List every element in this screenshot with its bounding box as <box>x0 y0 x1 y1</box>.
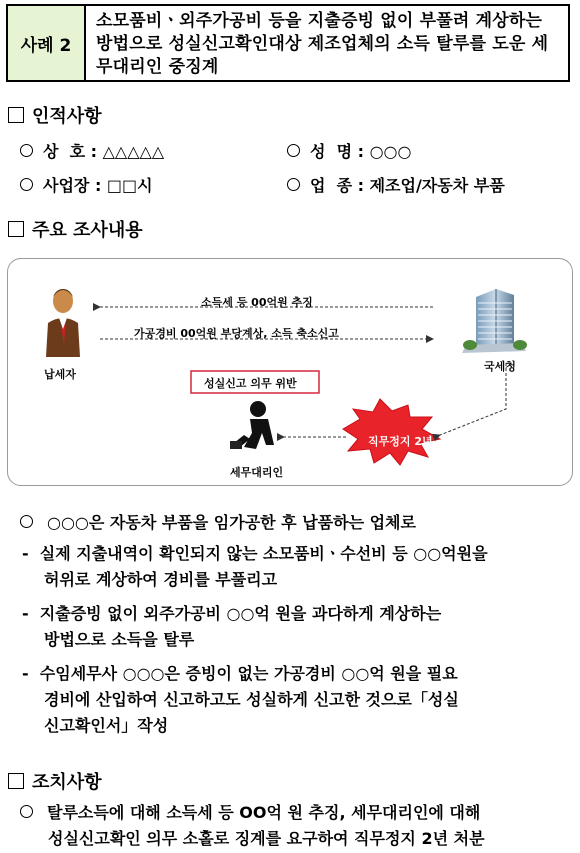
name-row <box>287 139 411 162</box>
arrow-top-label: 소득세 등 00억원 추징 <box>201 296 313 309</box>
trade-name-value: △△△△△ <box>102 142 165 161</box>
finding-item-1-line2: 허위로 계상하여 경비를 부풀리고 <box>44 570 278 589</box>
name-value: ○○○ <box>369 142 412 161</box>
circle-bullet-icon <box>287 144 300 157</box>
square-bullet-icon <box>8 773 24 789</box>
trade-name-row <box>20 139 164 162</box>
action-text-line2: 성실신고확인 의무 소홀로 징계를 요구하여 직무정지 2년 처분 <box>48 829 485 848</box>
finding-item-2: - 지출증빙 없이 외주가공비 ○○억 원을 과다하게 계상하는 방법으로 소득을 탈루 <box>22 601 574 653</box>
industry-label: 업 종 : <box>310 176 370 195</box>
name-label: 성 명 : <box>310 142 370 161</box>
case-title-box <box>6 4 570 82</box>
finding-item-3-line3: 신고확인서」작성 <box>44 716 169 735</box>
dash-bullet: - <box>22 604 40 623</box>
case-title: 소모품비ㆍ외주가공비 등을 지출증빙 없이 부풀려 계상하는 방법으로 성실신고확인대상 제조업체의 소득 탈루를 도운 세무대리인 중징계 <box>96 11 549 77</box>
finding-item-2-line2: 방법으로 소득을 탈루 <box>44 630 195 649</box>
workplace-row <box>20 173 153 196</box>
finding-item-3-line2: 경비에 산입하여 신고하고도 성실하게 신고한 것으로「성실 <box>44 690 459 709</box>
industry-value: 제조업/자동차 부품 <box>369 176 505 195</box>
tax-agent-figure-icon <box>230 401 274 449</box>
workplace-value: □□시 <box>106 176 153 195</box>
dash-bullet: - <box>22 544 40 563</box>
circle-bullet-icon <box>20 805 33 818</box>
nts-building-icon <box>462 289 527 353</box>
finding-item-3: - 수임세무사 ○○○은 증빙이 없는 가공경비 ○○억 원을 필요 경비에 산입하여 신고하고도 성실하게 신고한 것으로「성실 신고확인서」작성 <box>22 661 574 739</box>
suspension-label: 직무정지 2년 <box>368 435 433 448</box>
industry-row <box>287 173 505 196</box>
taxpayer-label: 납세자 <box>44 368 76 381</box>
square-bullet-icon <box>8 107 24 123</box>
section-personal-info-heading: 인적사항 <box>8 102 102 128</box>
findings-main: ○○○은 자동차 부품을 임가공한 후 납품하는 업체로 <box>20 510 416 536</box>
circle-bullet-icon <box>20 178 33 191</box>
investigation-diagram <box>7 258 573 486</box>
section-action-heading: 조치사항 <box>8 768 102 794</box>
finding-item-1: - 실제 지출내역이 확인되지 않는 소모품비ㆍ수선비 등 ○○억원을 허위로 계상하여 경비를 부풀리고 <box>22 541 574 593</box>
circle-bullet-icon <box>287 178 300 191</box>
trade-name-label: 상 호 : <box>43 142 103 161</box>
nts-label: 국세청 <box>484 360 516 373</box>
action-text: 탈루소득에 대해 소득세 등 OO억 원 추징, 세무대리인에 대해 성실신고확인 의무 소홀로 징계를 요구하여 직무정지 2년 처분 <box>20 800 576 852</box>
case-label: 사례 2 <box>8 6 86 80</box>
square-bullet-icon <box>8 221 24 237</box>
circle-bullet-icon <box>20 144 33 157</box>
dash-bullet: - <box>22 664 40 683</box>
section-investigation-heading: 주요 조사내용 <box>8 216 143 242</box>
taxpayer-person-icon <box>46 289 80 357</box>
circle-bullet-icon <box>20 515 33 528</box>
violation-label: 성실신고 의무 위반 <box>204 377 297 390</box>
workplace-label: 사업장 : <box>43 176 107 195</box>
arrow-mid-label: 가공경비 00억원 부당계상, 소득 축소신고 <box>134 327 339 340</box>
agent-label: 세무대리인 <box>230 466 284 479</box>
suspension-burst-icon <box>343 399 440 465</box>
